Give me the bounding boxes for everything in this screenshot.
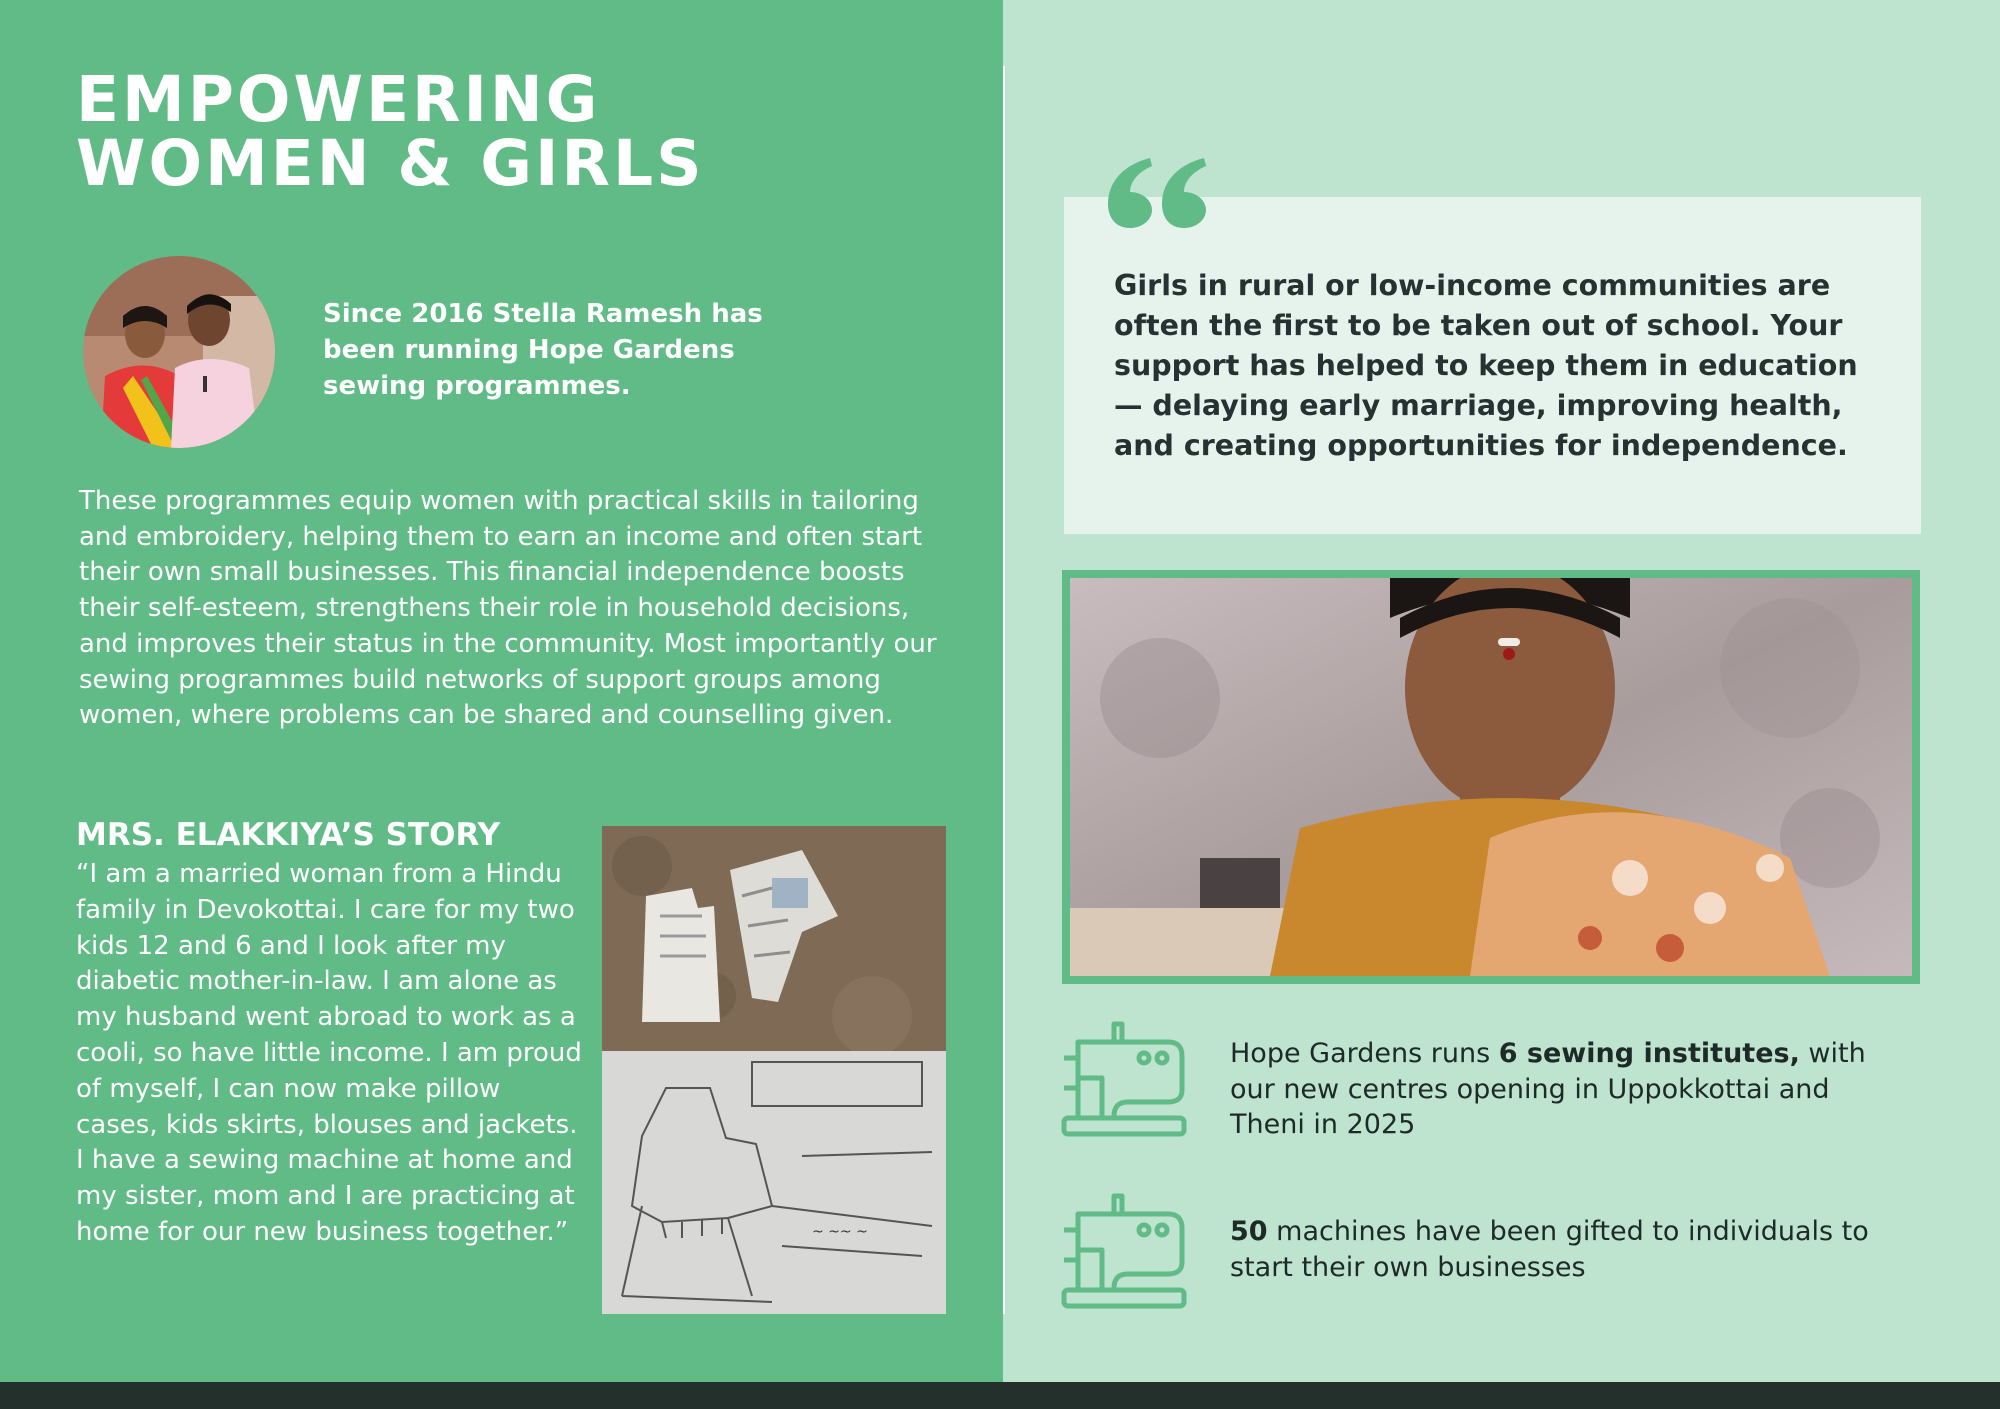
portrait-photo xyxy=(83,256,275,448)
story-heading: MRS. ELAKKIYA’S STORY xyxy=(76,817,501,853)
stat-institutes-highlight: 6 sewing institutes, xyxy=(1498,1038,1800,1069)
sewing-machine-icon xyxy=(1058,1018,1190,1140)
page-title xyxy=(76,63,976,200)
main-photo xyxy=(1070,578,1912,976)
quote-icon xyxy=(1108,158,1218,228)
story-photo xyxy=(602,826,946,1314)
stat-machines-highlight: 50 xyxy=(1230,1216,1268,1247)
stat-institutes-prefix: Hope Gardens runs xyxy=(1230,1038,1499,1069)
quote-text: Girls in rural or low-income communities are often the first to be taken out of school. Your support has helped to keep them in education — delaying early marriage, improving health, and creating opportunities for independence. xyxy=(1114,269,1858,462)
stat-institutes-suffix: with our new centres opening in Uppokkottai and Theni in 2025 xyxy=(1230,1038,1866,1141)
story-text: “I am a married woman from a Hindu family in Devokottai. I care for my two kids 12 and 6 and I look after my diabetic mother-in-law. I am alone as my husband went abroad to work as a cooli, so have little income. I am proud of myself, I can now make pillow cases, kids skirts, blouses and jackets. I have a sewing machine at home and my sister, mom and I are practicing at home for our new business together.” xyxy=(76,859,582,1247)
page-title-line-2: WOMEN & GIRLS xyxy=(76,127,705,200)
stat-machines-suffix: machines have been gifted to individuals to start their own businesses xyxy=(1230,1216,1869,1283)
intro-text: Since 2016 Stella Ramesh has been running Hope Gardens sewing programmes. xyxy=(323,299,763,401)
svg-text:~ ~~ ~: ~ ~~ ~ xyxy=(812,1224,868,1240)
stat-institutes xyxy=(1230,1036,1910,1143)
body-paragraph: These programmes equip women with practical skills in tailoring and embroidery, helping them to earn an income and often start their own small businesses. This financial independence boosts their self-esteem, strengthens their role in household decisions, and improves their status in the community. Most importantly our sewing programmes build networks of support groups among women, where problems can be shared and counselling given. xyxy=(79,486,937,731)
panel-divider xyxy=(1003,66,1005,1314)
sewing-machine-icon xyxy=(1058,1190,1190,1312)
stat-machines xyxy=(1230,1214,1910,1285)
footer-bar xyxy=(0,1382,2000,1409)
page-title-line-1: EMPOWERING xyxy=(76,63,601,136)
